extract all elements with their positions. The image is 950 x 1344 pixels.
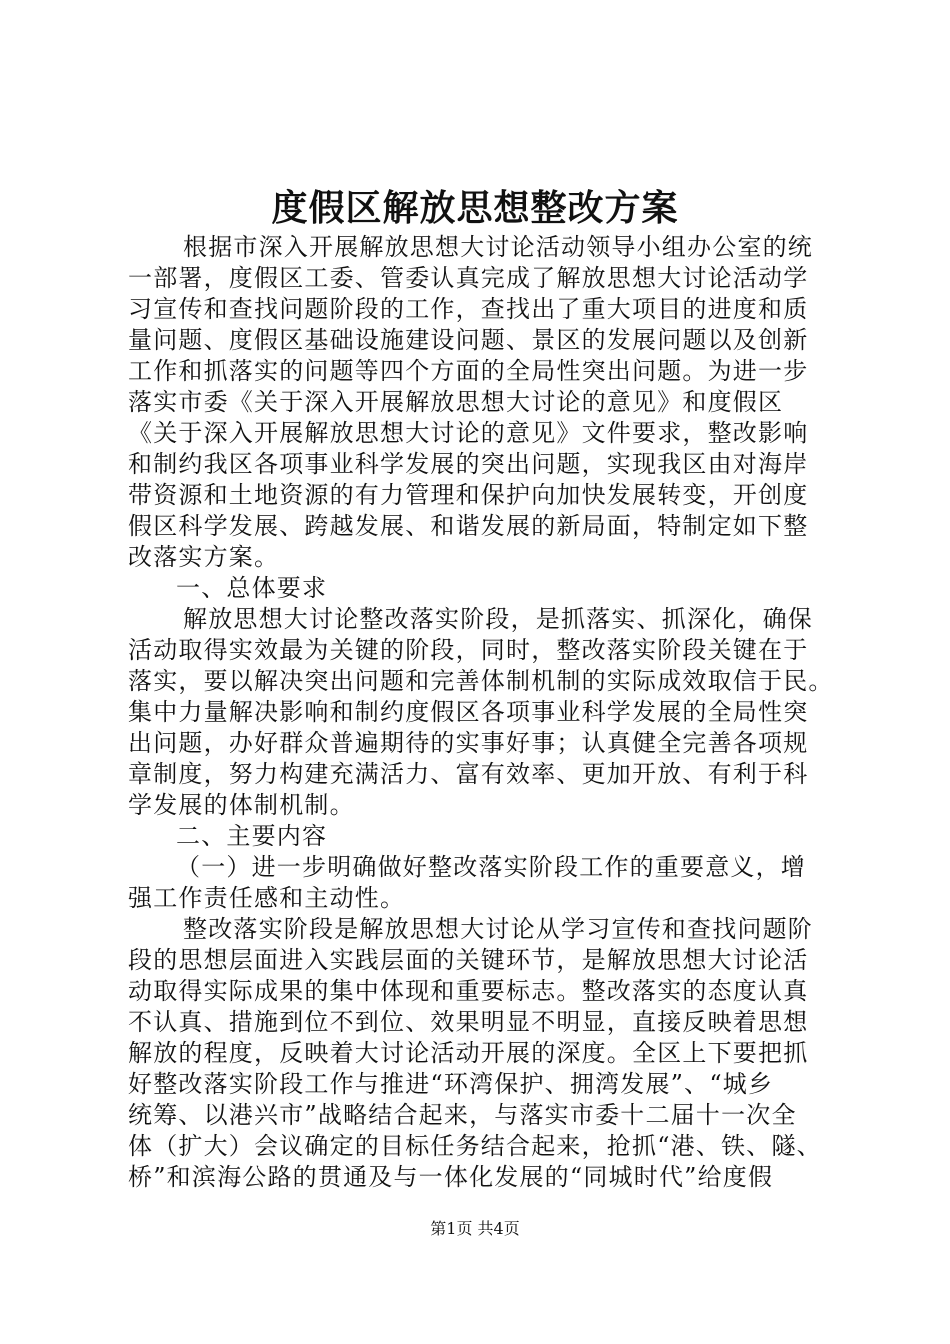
body-line: 章制度，努力构建充满活力、富有效率、更加开放、有利于科 — [128, 760, 809, 788]
section-heading: 一、总体要求 — [176, 574, 328, 602]
body-line: 根据市深入开展解放思想大讨论活动领导小组办公室的统 — [183, 233, 813, 261]
body-line: 假区科学发展、跨越发展、和谐发展的新局面，特制定如下整 — [128, 512, 809, 540]
body-line: 带资源和土地资源的有力管理和保护向加快发展转变，开创度 — [128, 481, 809, 509]
body-line: 统筹、以港兴市”战略结合起来，与落实市委十二届十一次全 — [128, 1101, 797, 1129]
body-line: 《关于深入开展解放思想大讨论的意见》文件要求，整改影响 — [128, 419, 809, 447]
document-body — [128, 232, 834, 1193]
body-line: 解放的程度，反映着大讨论活动开展的深度。全区上下要把抓 — [128, 1039, 809, 1067]
body-line: 一部署，度假区工委、管委认真完成了解放思想大讨论活动学 — [128, 264, 809, 292]
body-line: 改落实方案。 — [128, 543, 280, 571]
body-line: 落实市委《关于深入开展解放思想大讨论的意见》和度假区 — [128, 388, 784, 416]
body-line: 动取得实际成果的集中体现和重要标志。整改落实的态度认真 — [128, 977, 809, 1005]
body-line: 整改落实阶段是解放思想大讨论从学习宣传和查找问题阶 — [183, 915, 813, 943]
body-line: 桥”和滨海公路的贯通及与一体化发展的“同城时代”给度假 — [128, 1163, 774, 1191]
body-line: 不认真、措施到位不到位、效果明显不明显，直接反映着思想 — [128, 1008, 809, 1036]
body-line: 活动取得实效最为关键的阶段，同时，整改落实阶段关键在于 — [128, 636, 809, 664]
body-line: 强工作责任感和主动性。 — [128, 884, 406, 912]
body-line: 好整改落实阶段工作与推进“环湾保护、拥湾发展”、“城乡 — [128, 1070, 774, 1098]
body-line: 体（扩大）会议确定的目标任务结合起来，抢抓“港、铁、隧、 — [128, 1132, 822, 1160]
body-line: 集中力量解决影响和制约度假区各项事业科学发展的全局性突 — [128, 698, 809, 726]
body-line: 工作和抓落实的问题等四个方面的全局性突出问题。为进一步 — [128, 357, 809, 385]
body-line: 段的思想层面进入实践层面的关键环节，是解放思想大讨论活 — [128, 946, 809, 974]
body-line: 量问题、度假区基础设施建设问题、景区的发展问题以及创新 — [128, 326, 809, 354]
page-number-footer: 第1页 共4页 — [430, 1219, 520, 1238]
body-line: 落实，要以解决突出问题和完善体制机制的实际成效取信于民。 — [128, 667, 834, 695]
body-line: 出问题，办好群众普遍期待的实事好事；认真健全完善各项规 — [128, 729, 809, 757]
section-heading: 二、主要内容 — [176, 822, 328, 850]
body-line: 习宣传和查找问题阶段的工作，查找出了重大项目的进度和质 — [128, 295, 809, 323]
body-line: 学发展的体制机制。 — [128, 791, 355, 819]
body-line: 和制约我区各项事业科学发展的突出问题，实现我区由对海岸 — [128, 450, 809, 478]
document-title: 度假区解放思想整改方案 — [271, 187, 679, 229]
subsection-heading: （一）进一步明确做好整改落实阶段工作的重要意义，增 — [176, 853, 806, 881]
body-line: 解放思想大讨论整改落实阶段，是抓落实、抓深化，确保 — [183, 605, 813, 633]
